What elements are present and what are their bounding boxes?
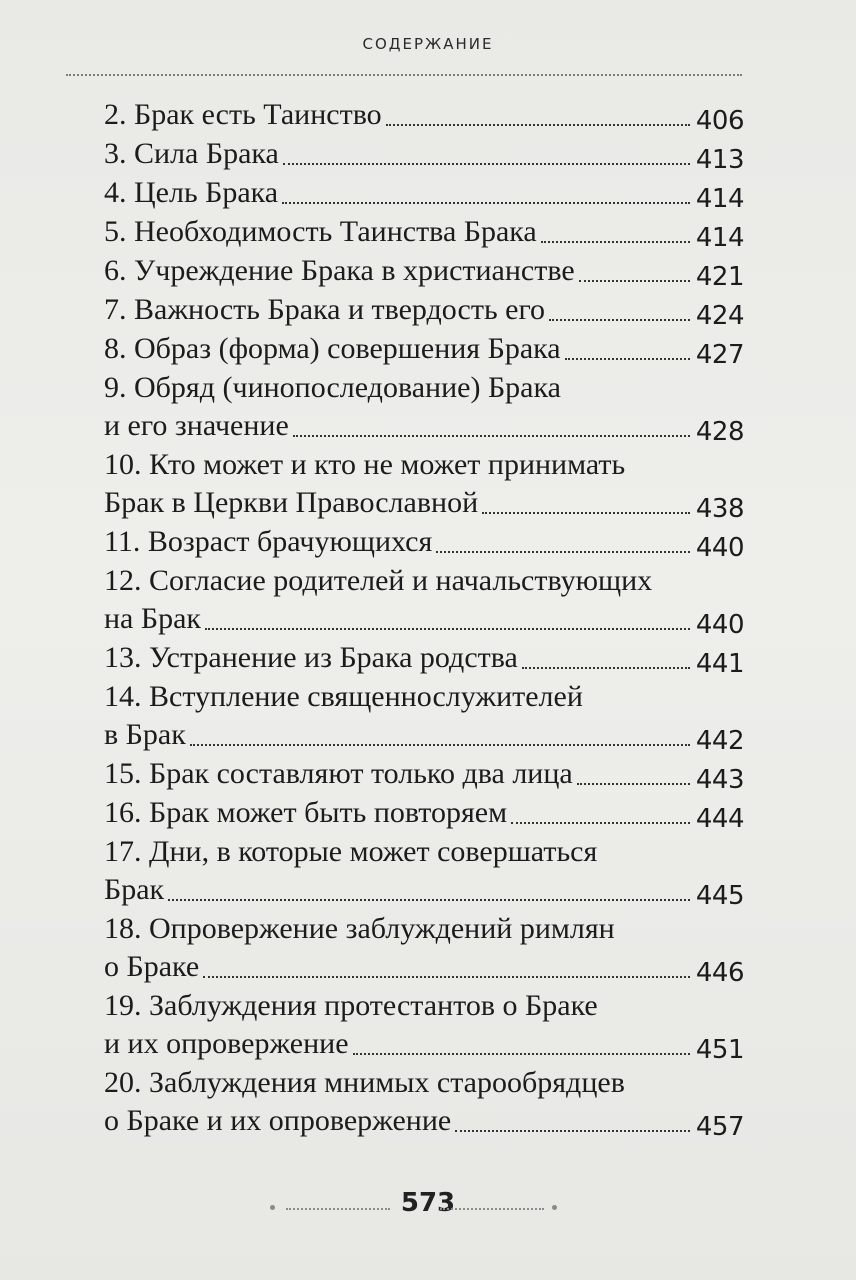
toc-entry-leader-row — [104, 871, 744, 909]
toc-entry — [104, 291, 744, 329]
toc-entry-title-line: 19. Заблуждения протестантов о Браке — [104, 989, 598, 1022]
toc-entry — [104, 369, 744, 445]
toc-entry — [104, 987, 744, 1063]
toc-entry — [104, 96, 744, 134]
toc-entry-title-line: 8. Образ (форма) совершения Брака — [104, 332, 561, 365]
toc-entry-title-line: 16. Брак может быть повторяем — [104, 796, 508, 829]
toc-entry-page-number: 440 — [695, 610, 744, 640]
toc-entry — [104, 562, 744, 638]
toc-entry — [104, 833, 744, 909]
toc-entry-title-line: 18. Опровержение заблуждений римлян — [104, 912, 615, 945]
toc-entry-page-number: 457 — [695, 1112, 744, 1142]
toc-entry-title-line: 7. Важность Брака и твердость его — [104, 293, 546, 326]
dot-leader — [522, 667, 690, 669]
toc-entry-leader-row — [104, 96, 744, 134]
toc-entry-page-number: 441 — [695, 649, 744, 679]
toc-entry-page-number: 445 — [695, 881, 744, 911]
toc-entry — [104, 446, 744, 522]
toc-entry — [104, 252, 744, 290]
dot-leader — [293, 435, 690, 437]
toc-entry-title-line: в Брак — [104, 718, 186, 751]
toc-entry — [104, 330, 744, 368]
dot-leader — [353, 1053, 690, 1055]
toc-entry-title-line: 14. Вступление священнослужителей — [104, 680, 583, 713]
toc-entry-page-number: 406 — [695, 106, 744, 136]
dot-leader — [386, 124, 690, 126]
dot-leader — [455, 1130, 690, 1132]
toc-entry-title-line: 4. Цель Брака — [104, 176, 279, 209]
toc-entry-title-line: Брак — [104, 873, 165, 906]
dot-leader — [436, 551, 690, 553]
dot-leader — [203, 976, 690, 978]
toc-entry-page-number: 443 — [695, 765, 744, 795]
toc-entry-title-line: и его значение — [104, 409, 289, 442]
toc-entry — [104, 174, 744, 212]
dot-leader — [577, 783, 690, 785]
toc-entry-leader-row — [104, 794, 744, 832]
toc-entry-page-number: 451 — [695, 1035, 744, 1065]
folio-rule-right — [440, 1208, 544, 1210]
dot-leader — [565, 358, 690, 360]
dot-leader — [549, 319, 690, 321]
toc-entry-leader-row — [104, 639, 744, 677]
toc-entry-leader-row — [104, 484, 744, 522]
dot-leader — [579, 280, 690, 282]
toc-entry — [104, 1064, 744, 1140]
toc-entry-page-number: 440 — [695, 533, 744, 563]
header-divider — [66, 74, 742, 76]
toc-entry-leader-row — [104, 135, 744, 173]
dot-leader — [541, 241, 690, 243]
toc-entry-title-line: на Брак — [104, 602, 201, 635]
toc-entry-page-number: 424 — [695, 301, 744, 331]
toc-entry-title-line: 6. Учреждение Брака в христианстве — [104, 254, 575, 287]
toc-entry-page-number: 442 — [695, 726, 744, 756]
toc-entry-page-number: 438 — [695, 494, 744, 524]
toc-entry-title-line: 9. Обряд (чинопоследование) Брака — [104, 371, 561, 404]
toc-entry-title-line: 20. Заблуждения мнимых старообрядцев — [104, 1066, 625, 1099]
dot-leader — [511, 822, 690, 824]
toc-entry — [104, 639, 744, 677]
toc-entry-title-line: 13. Устранение из Брака родства — [104, 641, 518, 674]
toc-entry-leader-row — [104, 1102, 744, 1140]
toc-entry-title-line: 17. Дни, в которые может совершаться — [104, 835, 598, 868]
toc-entry-title-line: 12. Согласие родителей и начальствующих — [104, 564, 653, 597]
toc-entry — [104, 523, 744, 561]
toc-entry-leader-row — [104, 1025, 744, 1063]
toc-entry-page-number: 421 — [695, 262, 744, 292]
toc-entry-title-line: 3. Сила Брака — [104, 137, 279, 170]
toc-entry-title-line: 10. Кто может и кто не может принимать — [104, 448, 626, 481]
toc-entry-page-number: 446 — [695, 958, 744, 988]
toc-entry-leader-row — [104, 948, 744, 986]
toc-entry-leader-row — [104, 291, 744, 329]
toc-entry-leader-row — [104, 213, 744, 251]
folio-ornament-dot-right — [552, 1205, 557, 1210]
toc-entry-title-line: 5. Необходимость Таинства Брака — [104, 215, 537, 248]
toc-entry-page-number: 414 — [695, 184, 744, 214]
toc-entry-leader-row — [104, 330, 744, 368]
toc-entry — [104, 755, 744, 793]
toc-entry — [104, 910, 744, 986]
toc-entry-leader-row — [104, 600, 744, 638]
dot-leader — [205, 628, 690, 630]
toc-entry-leader-row — [104, 523, 744, 561]
toc-entry-title-line: и их опровержение — [104, 1027, 349, 1060]
toc-entry — [104, 135, 744, 173]
toc-entry — [104, 213, 744, 251]
toc-entry-leader-row — [104, 174, 744, 212]
toc-entry-title-line: 2. Брак есть Таинство — [104, 98, 382, 131]
dot-leader — [283, 163, 690, 165]
dot-leader — [168, 899, 690, 901]
table-of-contents — [104, 96, 744, 1141]
toc-entry-page-number: 414 — [695, 223, 744, 253]
page-number: 573 — [400, 1188, 456, 1218]
toc-entry-page-number: 413 — [695, 145, 744, 175]
toc-entry-page-number: 427 — [695, 340, 744, 370]
toc-entry-leader-row — [104, 252, 744, 290]
dot-leader — [282, 202, 690, 204]
toc-entry-title-line: о Браке — [104, 950, 200, 983]
toc-entry-title-line: о Браке и их опровержение — [104, 1104, 452, 1137]
running-head: содержание — [362, 30, 494, 55]
toc-entry — [104, 678, 744, 754]
toc-entry-page-number: 444 — [695, 804, 744, 834]
toc-entry-page-number: 428 — [695, 417, 744, 447]
toc-entry-leader-row — [104, 755, 744, 793]
toc-entry-title-line: 15. Брак составляют только два лица — [104, 757, 573, 790]
toc-entry-leader-row — [104, 407, 744, 445]
toc-entry-title-line: Брак в Церкви Православной — [104, 486, 479, 519]
toc-entry-leader-row — [104, 716, 744, 754]
toc-entry-title-line: 11. Возраст брачующихся — [104, 525, 433, 558]
dot-leader — [190, 744, 690, 746]
toc-entry — [104, 794, 744, 832]
dot-leader — [482, 512, 690, 514]
